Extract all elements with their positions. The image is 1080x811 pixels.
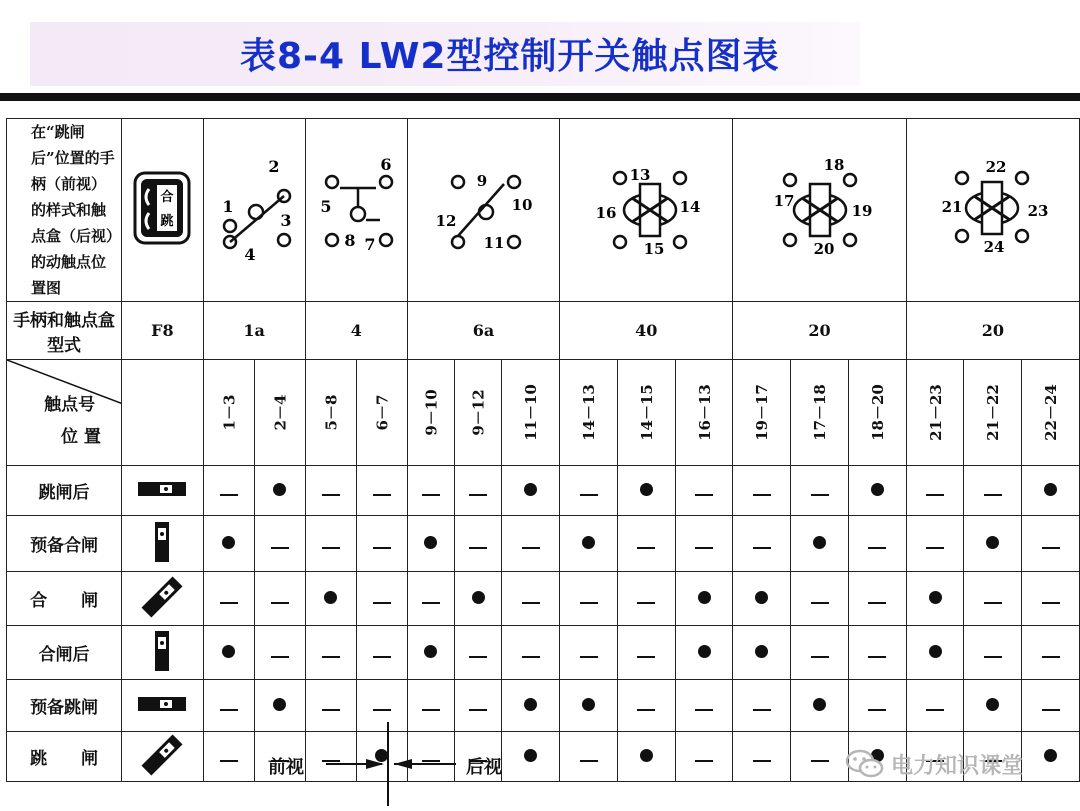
diagonal-handle-icon bbox=[132, 733, 192, 777]
contact-state-cell bbox=[502, 680, 560, 732]
svg-text:合: 合 bbox=[160, 190, 174, 205]
handle-position-cell bbox=[122, 572, 204, 626]
contact-state-cell bbox=[733, 626, 791, 680]
contact-state-cell bbox=[1022, 680, 1080, 732]
contact-header bbox=[407, 360, 454, 466]
contact-closed-dot bbox=[472, 591, 485, 604]
contact-state-cell bbox=[1022, 626, 1080, 680]
contact-number: 16－13 bbox=[695, 384, 714, 441]
contact-state-cell bbox=[675, 516, 733, 572]
contact-header bbox=[203, 360, 254, 466]
contact-closed-dot bbox=[222, 645, 235, 658]
contact-state-cell bbox=[203, 732, 254, 782]
contact-state-cell bbox=[203, 516, 254, 572]
svg-text:15: 15 bbox=[643, 240, 665, 258]
handle-symbol-icon bbox=[127, 167, 197, 249]
contact-open-dash bbox=[637, 709, 655, 711]
contact-state-cell bbox=[356, 466, 407, 516]
contact-number: 14－13 bbox=[580, 384, 599, 441]
contact-open-dash bbox=[811, 494, 829, 496]
horizontal-handle-icon bbox=[132, 682, 192, 726]
type-cell: 40 bbox=[560, 302, 733, 360]
watermark-text: 电力知识课堂 bbox=[891, 753, 1024, 779]
contact-state-cell bbox=[675, 680, 733, 732]
contact-number: 14－15 bbox=[637, 384, 656, 441]
contact-box-20-diagram-a bbox=[733, 119, 906, 302]
contact-open-dash bbox=[220, 602, 238, 604]
contact-state-cell bbox=[455, 572, 502, 626]
position-row bbox=[7, 680, 1080, 732]
contact-closed-dot bbox=[424, 645, 437, 658]
watermark bbox=[845, 748, 1023, 780]
contact-state-cell bbox=[848, 516, 906, 572]
contact-state-cell bbox=[675, 466, 733, 516]
contact-open-dash bbox=[637, 602, 655, 604]
contact-closed-dot bbox=[424, 536, 437, 549]
contact-closed-dot bbox=[698, 645, 711, 658]
contact-number: 9－12 bbox=[469, 389, 488, 436]
contact-state-cell bbox=[964, 516, 1022, 572]
svg-text:4: 4 bbox=[244, 245, 256, 260]
legend-rear-view: 后视 bbox=[466, 757, 502, 778]
svg-text:11: 11 bbox=[483, 234, 504, 252]
contact-state-cell bbox=[502, 626, 560, 680]
contact-state-cell bbox=[455, 626, 502, 680]
contact-closed-dot bbox=[640, 749, 653, 762]
contact-closed-dot bbox=[813, 536, 826, 549]
contact-open-dash bbox=[373, 494, 391, 496]
contact-header bbox=[1022, 360, 1080, 466]
contact-closed-dot bbox=[871, 483, 884, 496]
wechat-icon bbox=[845, 748, 885, 780]
contact-state-cell bbox=[675, 626, 733, 680]
contact-state-cell bbox=[617, 572, 675, 626]
contact-box-4-diagram bbox=[305, 119, 407, 302]
contact-closed-dot bbox=[698, 591, 711, 604]
contact-open-dash bbox=[522, 547, 540, 549]
contact-state-cell bbox=[502, 732, 560, 782]
contact-open-dash bbox=[984, 602, 1002, 604]
contact-open-dash bbox=[522, 656, 540, 658]
contact-open-dash bbox=[926, 709, 944, 711]
contact-state-cell bbox=[617, 680, 675, 732]
contact-closed-dot bbox=[582, 536, 595, 549]
contact-state-cell bbox=[617, 466, 675, 516]
view-separator-icon bbox=[326, 722, 466, 806]
position-row bbox=[7, 572, 1080, 626]
contact-open-dash bbox=[695, 709, 713, 711]
contact-open-dash bbox=[373, 547, 391, 549]
contact-state-cell bbox=[560, 732, 618, 782]
svg-text:20: 20 bbox=[813, 240, 834, 258]
contact-open-dash bbox=[1042, 709, 1060, 711]
handle-front-view bbox=[122, 119, 204, 302]
contact-state-cell bbox=[906, 466, 964, 516]
type-row-label: 手柄和触点盒型式 bbox=[7, 302, 122, 360]
contact-closed-dot bbox=[640, 483, 653, 496]
contact-open-dash bbox=[811, 760, 829, 762]
svg-text:13: 13 bbox=[629, 166, 651, 184]
contact-open-dash bbox=[695, 547, 713, 549]
position-row bbox=[7, 516, 1080, 572]
contact-state-cell bbox=[906, 680, 964, 732]
contact-state-cell bbox=[791, 466, 849, 516]
handle-position-cell bbox=[122, 626, 204, 680]
contact-closed-dot bbox=[582, 698, 595, 711]
contact-state-cell bbox=[791, 516, 849, 572]
contact-closed-dot bbox=[273, 698, 286, 711]
contact-open-dash bbox=[220, 494, 238, 496]
contact-state-cell bbox=[560, 626, 618, 680]
contact-state-cell bbox=[203, 680, 254, 732]
contact-closed-dot bbox=[813, 698, 826, 711]
contact-state-cell bbox=[1022, 516, 1080, 572]
contact-number: 1－3 bbox=[220, 394, 239, 431]
contact-open-dash bbox=[271, 547, 289, 549]
contact-state-cell bbox=[254, 516, 305, 572]
contact-state-cell bbox=[617, 732, 675, 782]
contact-state-cell bbox=[305, 626, 356, 680]
contact-number: 6－7 bbox=[373, 394, 392, 431]
contact-state-cell bbox=[502, 572, 560, 626]
contact-open-dash bbox=[926, 547, 944, 549]
contact-box-20-diagram-b bbox=[906, 119, 1079, 302]
contact-state-cell bbox=[733, 680, 791, 732]
contact-state-cell bbox=[964, 572, 1022, 626]
svg-text:24: 24 bbox=[983, 238, 1005, 256]
vertical-handle-icon bbox=[132, 629, 192, 673]
contact-open-dash bbox=[753, 494, 771, 496]
contact-open-dash bbox=[753, 547, 771, 549]
contact-open-dash bbox=[868, 602, 886, 604]
contact-chart-table bbox=[6, 118, 1080, 782]
contact-closed-dot bbox=[273, 483, 286, 496]
contact-state-cell bbox=[502, 516, 560, 572]
contact-open-dash bbox=[811, 656, 829, 658]
type-cell: 6a bbox=[407, 302, 559, 360]
contact-number: 17－18 bbox=[811, 384, 830, 441]
contact-state-cell bbox=[848, 626, 906, 680]
contact-state-cell bbox=[1022, 732, 1080, 782]
contact-header bbox=[455, 360, 502, 466]
position-label: 位 置 bbox=[61, 427, 101, 447]
contact-open-dash bbox=[1042, 656, 1060, 658]
contact-open-dash bbox=[322, 547, 340, 549]
svg-text:16: 16 bbox=[595, 204, 617, 222]
contact-header bbox=[560, 360, 618, 466]
position-name: 预备合闸 bbox=[7, 516, 122, 572]
contact-state-cell bbox=[675, 732, 733, 782]
contact-position-corner bbox=[7, 360, 122, 466]
svg-text:8: 8 bbox=[344, 231, 356, 250]
contact-open-dash bbox=[322, 709, 340, 711]
contact-closed-dot bbox=[755, 591, 768, 604]
contact-state-cell bbox=[455, 466, 502, 516]
position-row bbox=[7, 626, 1080, 680]
contact-state-cell bbox=[305, 466, 356, 516]
contact-open-dash bbox=[580, 656, 598, 658]
contact-open-dash bbox=[580, 760, 598, 762]
svg-text:5: 5 bbox=[320, 197, 332, 216]
contact-box-6a-diagram bbox=[407, 119, 559, 302]
contact-open-dash bbox=[469, 494, 487, 496]
svg-text:14: 14 bbox=[679, 198, 701, 216]
contact-header bbox=[964, 360, 1022, 466]
contact-state-cell bbox=[560, 680, 618, 732]
contact-closed-dot bbox=[929, 591, 942, 604]
page-title: 表8-4 LW2型控制开关触点图表 bbox=[240, 36, 780, 77]
svg-text:跳: 跳 bbox=[160, 214, 174, 229]
contact-state-cell bbox=[733, 516, 791, 572]
contact-open-dash bbox=[580, 494, 598, 496]
svg-text:21: 21 bbox=[941, 198, 963, 216]
contact-open-dash bbox=[469, 709, 487, 711]
title-divider bbox=[0, 93, 1080, 101]
contact-state-cell bbox=[254, 572, 305, 626]
contact-state-cell bbox=[675, 572, 733, 626]
contact-state-cell bbox=[203, 626, 254, 680]
handle-position-cell bbox=[122, 732, 204, 782]
contact-open-dash bbox=[695, 494, 713, 496]
contact-open-dash bbox=[271, 656, 289, 658]
contact-closed-dot bbox=[222, 536, 235, 549]
contact-header bbox=[502, 360, 560, 466]
contact-state-cell bbox=[733, 732, 791, 782]
svg-text:2: 2 bbox=[268, 157, 280, 176]
contact-state-cell bbox=[502, 466, 560, 516]
handle-position-cell bbox=[122, 516, 204, 572]
svg-text:10: 10 bbox=[511, 196, 532, 214]
contact-state-cell bbox=[791, 732, 849, 782]
contact-state-cell bbox=[305, 572, 356, 626]
contact-open-dash bbox=[422, 494, 440, 496]
contact-closed-dot bbox=[524, 698, 537, 711]
contact-open-dash bbox=[422, 602, 440, 604]
contact-number: 21－22 bbox=[984, 384, 1003, 441]
contact-state-cell bbox=[733, 572, 791, 626]
position-name: 合 闸 bbox=[7, 572, 122, 626]
contact-closed-dot bbox=[324, 591, 337, 604]
contact-open-dash bbox=[753, 760, 771, 762]
position-row bbox=[7, 466, 1080, 516]
contact-open-dash bbox=[373, 656, 391, 658]
contact-open-dash bbox=[373, 709, 391, 711]
type-cell: 20 bbox=[733, 302, 906, 360]
contact-state-cell bbox=[254, 466, 305, 516]
contact-open-dash bbox=[373, 602, 391, 604]
contact-box-1a-diagram bbox=[203, 119, 305, 302]
svg-text:18: 18 bbox=[823, 156, 844, 174]
contact-number: 21－23 bbox=[926, 384, 945, 441]
contact-number: 19－17 bbox=[753, 384, 772, 441]
contact-state-cell bbox=[964, 680, 1022, 732]
contact-number: 22－24 bbox=[1042, 384, 1061, 441]
contact-header bbox=[733, 360, 791, 466]
contact-open-dash bbox=[753, 709, 771, 711]
contact-state-cell bbox=[356, 626, 407, 680]
svg-text:6: 6 bbox=[380, 156, 392, 174]
type-cell: 20 bbox=[906, 302, 1079, 360]
handle-position-cell bbox=[122, 680, 204, 732]
contact-header bbox=[617, 360, 675, 466]
contact-open-dash bbox=[926, 494, 944, 496]
contact-state-cell bbox=[848, 466, 906, 516]
handle-position-cell bbox=[122, 466, 204, 516]
type-cell: F8 bbox=[122, 302, 204, 360]
diagonal-handle-icon bbox=[132, 575, 192, 619]
contact-state-cell bbox=[791, 626, 849, 680]
contact-open-dash bbox=[469, 547, 487, 549]
contact-state-cell bbox=[407, 572, 454, 626]
contact-box-40-diagram bbox=[560, 119, 733, 302]
contact-open-dash bbox=[322, 656, 340, 658]
contact-state-cell bbox=[1022, 466, 1080, 516]
svg-text:12: 12 bbox=[435, 212, 456, 230]
contact-state-cell bbox=[791, 680, 849, 732]
contact-state-cell bbox=[964, 466, 1022, 516]
contact-open-dash bbox=[637, 656, 655, 658]
contact-state-cell bbox=[906, 626, 964, 680]
contact-state-cell bbox=[906, 572, 964, 626]
contact-open-dash bbox=[984, 494, 1002, 496]
svg-text:7: 7 bbox=[364, 235, 376, 254]
position-name: 跳 闸 bbox=[7, 732, 122, 782]
position-name: 合闸后 bbox=[7, 626, 122, 680]
svg-text:23: 23 bbox=[1027, 202, 1048, 220]
contact-number: 11－10 bbox=[522, 384, 541, 441]
contact-open-dash bbox=[580, 602, 598, 604]
horizontal-handle-icon bbox=[132, 467, 192, 511]
contact-header bbox=[675, 360, 733, 466]
contact-state-cell bbox=[203, 572, 254, 626]
contact-state-cell bbox=[254, 626, 305, 680]
svg-text:9: 9 bbox=[476, 172, 487, 190]
contact-open-dash bbox=[1042, 547, 1060, 549]
contact-open-dash bbox=[322, 494, 340, 496]
contact-open-dash bbox=[422, 709, 440, 711]
contact-open-dash bbox=[469, 656, 487, 658]
contact-state-cell bbox=[407, 516, 454, 572]
type-cell: 1a bbox=[203, 302, 305, 360]
handle-column-header bbox=[122, 360, 204, 466]
contact-open-dash bbox=[811, 602, 829, 604]
contact-header bbox=[254, 360, 305, 466]
contact-header bbox=[305, 360, 356, 466]
contact-state-cell bbox=[848, 572, 906, 626]
contact-open-dash bbox=[868, 656, 886, 658]
contact-header bbox=[356, 360, 407, 466]
contact-open-dash bbox=[868, 709, 886, 711]
contact-closed-dot bbox=[1044, 749, 1057, 762]
contact-header bbox=[906, 360, 964, 466]
contact-closed-dot bbox=[986, 698, 999, 711]
contact-state-cell bbox=[356, 572, 407, 626]
contact-state-cell bbox=[356, 516, 407, 572]
contact-state-cell bbox=[906, 516, 964, 572]
svg-text:22: 22 bbox=[985, 158, 1007, 176]
contact-closed-dot bbox=[1044, 483, 1057, 496]
contact-state-cell bbox=[254, 680, 305, 732]
contact-open-dash bbox=[220, 709, 238, 711]
contact-header bbox=[848, 360, 906, 466]
position-name: 预备跳闸 bbox=[7, 680, 122, 732]
contact-state-cell bbox=[848, 680, 906, 732]
contact-state-cell bbox=[617, 516, 675, 572]
contact-state-cell bbox=[560, 466, 618, 516]
contact-number: 18－20 bbox=[868, 384, 887, 441]
contact-closed-dot bbox=[986, 536, 999, 549]
contact-closed-dot bbox=[929, 645, 942, 658]
svg-text:17: 17 bbox=[773, 192, 794, 210]
contact-header bbox=[791, 360, 849, 466]
contact-state-cell bbox=[560, 516, 618, 572]
diagram-description: 在“跳闸后”位置的手柄（前视）的样式和触点盒（后视）的动触点位置图 bbox=[7, 119, 122, 302]
vertical-handle-icon bbox=[132, 520, 192, 564]
contact-open-dash bbox=[984, 656, 1002, 658]
contact-state-cell bbox=[617, 626, 675, 680]
contact-state-cell bbox=[791, 572, 849, 626]
contact-number: 9－10 bbox=[422, 389, 441, 436]
contact-state-cell bbox=[964, 626, 1022, 680]
contact-open-dash bbox=[220, 760, 238, 762]
contact-closed-dot bbox=[755, 645, 768, 658]
type-cell: 4 bbox=[305, 302, 407, 360]
contact-state-cell bbox=[455, 516, 502, 572]
contact-state-cell bbox=[733, 466, 791, 516]
contact-state-cell bbox=[407, 466, 454, 516]
contact-state-cell bbox=[560, 572, 618, 626]
contact-open-dash bbox=[1042, 602, 1060, 604]
contact-state-cell bbox=[1022, 572, 1080, 626]
position-name: 跳闸后 bbox=[7, 466, 122, 516]
legend-front-view: 前视 bbox=[268, 757, 304, 778]
contact-closed-dot bbox=[524, 749, 537, 762]
contact-open-dash bbox=[695, 760, 713, 762]
contact-number: 2－4 bbox=[271, 394, 290, 431]
contact-state-cell bbox=[305, 516, 356, 572]
contact-open-dash bbox=[271, 602, 289, 604]
contact-closed-dot bbox=[524, 483, 537, 496]
contact-open-dash bbox=[637, 547, 655, 549]
contact-open-dash bbox=[522, 602, 540, 604]
svg-text:3: 3 bbox=[280, 211, 292, 230]
svg-text:1: 1 bbox=[222, 197, 234, 216]
contact-number: 5－8 bbox=[322, 394, 341, 431]
svg-text:19: 19 bbox=[851, 202, 872, 220]
contact-state-cell bbox=[407, 626, 454, 680]
contact-number-label: 触点号 bbox=[44, 395, 96, 415]
contact-open-dash bbox=[868, 547, 886, 549]
contact-state-cell bbox=[203, 466, 254, 516]
